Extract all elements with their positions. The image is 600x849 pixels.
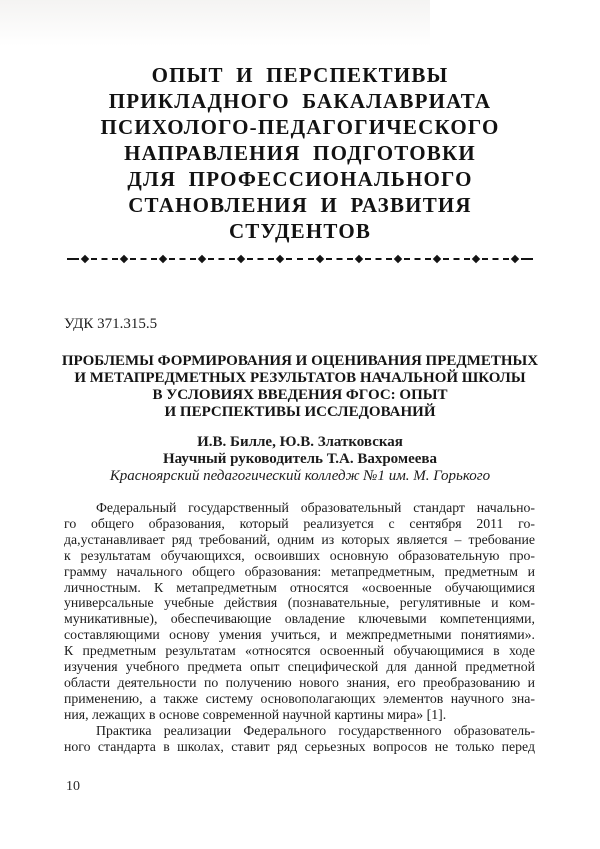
body-line: Практика реализации Федерального государственного образователь-	[96, 722, 535, 738]
divider-dash	[521, 258, 533, 260]
diamond-icon	[81, 254, 89, 262]
article-title-line: ПРОБЛЕМЫ ФОРМИРОВАНИЯ И ОЦЕНИВАНИЯ ПРЕДМЕТНЫХ	[61, 353, 539, 369]
article-title-line: В УСЛОВИЯХ ВВЕДЕНИЯ ФГОС: ОПЫТ	[152, 387, 448, 403]
body-line: да,устанавливает ряд требований, одним из которых является – требование	[64, 531, 535, 547]
body-line: применению, а также систему основополагающих элементов научного зна-	[64, 690, 535, 706]
divider-dash	[286, 258, 313, 260]
article-title-line: И ПЕРСПЕКТИВЫ ИССЛЕДОВАНИЙ	[164, 404, 436, 420]
divider-dash	[91, 258, 118, 260]
divider-dash	[482, 258, 509, 260]
diamond-icon	[276, 254, 284, 262]
body-line: ния, лежащих в основе современной научной картины мира» [1].	[64, 706, 447, 722]
body-line: го общего образования, который реализуется с сентября 2011 го-	[64, 515, 535, 531]
divider-dash	[208, 258, 235, 260]
body-line: личностным. К метапредметным относятся «освоенные обучающимися	[64, 579, 535, 595]
section-title-line: ДЛЯ ПРОФЕССИОНАЛЬНОГО	[127, 167, 473, 191]
body-text	[64, 500, 535, 755]
diamond-icon	[432, 254, 440, 262]
divider-dash	[404, 258, 431, 260]
body-line: К предметным результатам «относятся освоенный обучающимися в ходе	[64, 643, 535, 659]
diamond-icon	[198, 254, 206, 262]
diamond-icon	[472, 254, 480, 262]
body-line: муникативные), обеспечивающие овладение ключевыми компетенциями,	[64, 611, 535, 627]
advisor-line: Научный руководитель Т.А. Вахромеева	[162, 451, 438, 467]
divider-dash	[169, 258, 196, 260]
section-title-line: ОПЫТ И ПЕРСПЕКТИВЫ	[151, 63, 449, 87]
udc-number: УДК 371.315.5	[64, 316, 158, 332]
diamond-icon	[511, 254, 519, 262]
dash-diamond-divider	[66, 254, 534, 263]
body-line: области деятельности по получению нового знания, его преобразованию и	[64, 674, 535, 690]
scan-shading	[0, 0, 430, 46]
body-line: ного стандарта в школах, ставит ряд серьезных вопросов не только перед	[64, 738, 535, 754]
body-line: к результатам обучающихся, освоивших основную образовательную про-	[64, 547, 535, 563]
body-line: грамму начального общего образования: метапредметным, предметным и	[64, 563, 535, 579]
authors-block	[20, 434, 580, 485]
affiliation-line: Красноярский педагогический колледж №1 им. М. Горького	[109, 468, 491, 484]
divider-dash	[247, 258, 274, 260]
diamond-icon	[393, 254, 401, 262]
divider-dash	[326, 258, 353, 260]
section-title-line: СТУДЕНТОВ	[228, 219, 372, 243]
section-title-line: СТАНОВЛЕНИЯ И РАЗВИТИЯ	[128, 193, 472, 217]
body-line: составляющими основу умения учиться, и межпредметными понятиями».	[64, 627, 535, 643]
section-title	[34, 62, 566, 244]
article-title-line: И МЕТАПРЕДМЕТНЫХ РЕЗУЛЬТАТОВ НАЧАЛЬНОЙ ШКОЛЫ	[74, 370, 526, 386]
body-line: Федеральный государственный образовательный стандарт начально-	[96, 500, 535, 515]
article-title	[20, 353, 580, 421]
divider-dash	[365, 258, 392, 260]
divider-dash	[443, 258, 470, 260]
page-number: 10	[66, 779, 80, 794]
divider-dash	[67, 258, 79, 260]
diamond-icon	[237, 254, 245, 262]
divider-dash	[130, 258, 157, 260]
section-title-line: ПСИХОЛОГО-ПЕДАГОГИЧЕСКОГО	[100, 115, 500, 139]
body-line: изучения учебного предмета опыт специфической для данной предметной	[64, 659, 535, 675]
diamond-icon	[315, 254, 323, 262]
section-title-line: НАПРАВЛЕНИЯ ПОДГОТОВКИ	[124, 141, 476, 165]
body-line: универсальные учебные действия (познавательные, регулятивные и ком-	[64, 595, 535, 611]
diamond-icon	[159, 254, 167, 262]
diamond-icon	[354, 254, 362, 262]
diamond-icon	[120, 254, 128, 262]
author-names: И.В. Билле, Ю.В. Златковская	[197, 434, 403, 450]
section-title-line: ПРИКЛАДНОГО БАКАЛАВРИАТА	[108, 89, 492, 113]
